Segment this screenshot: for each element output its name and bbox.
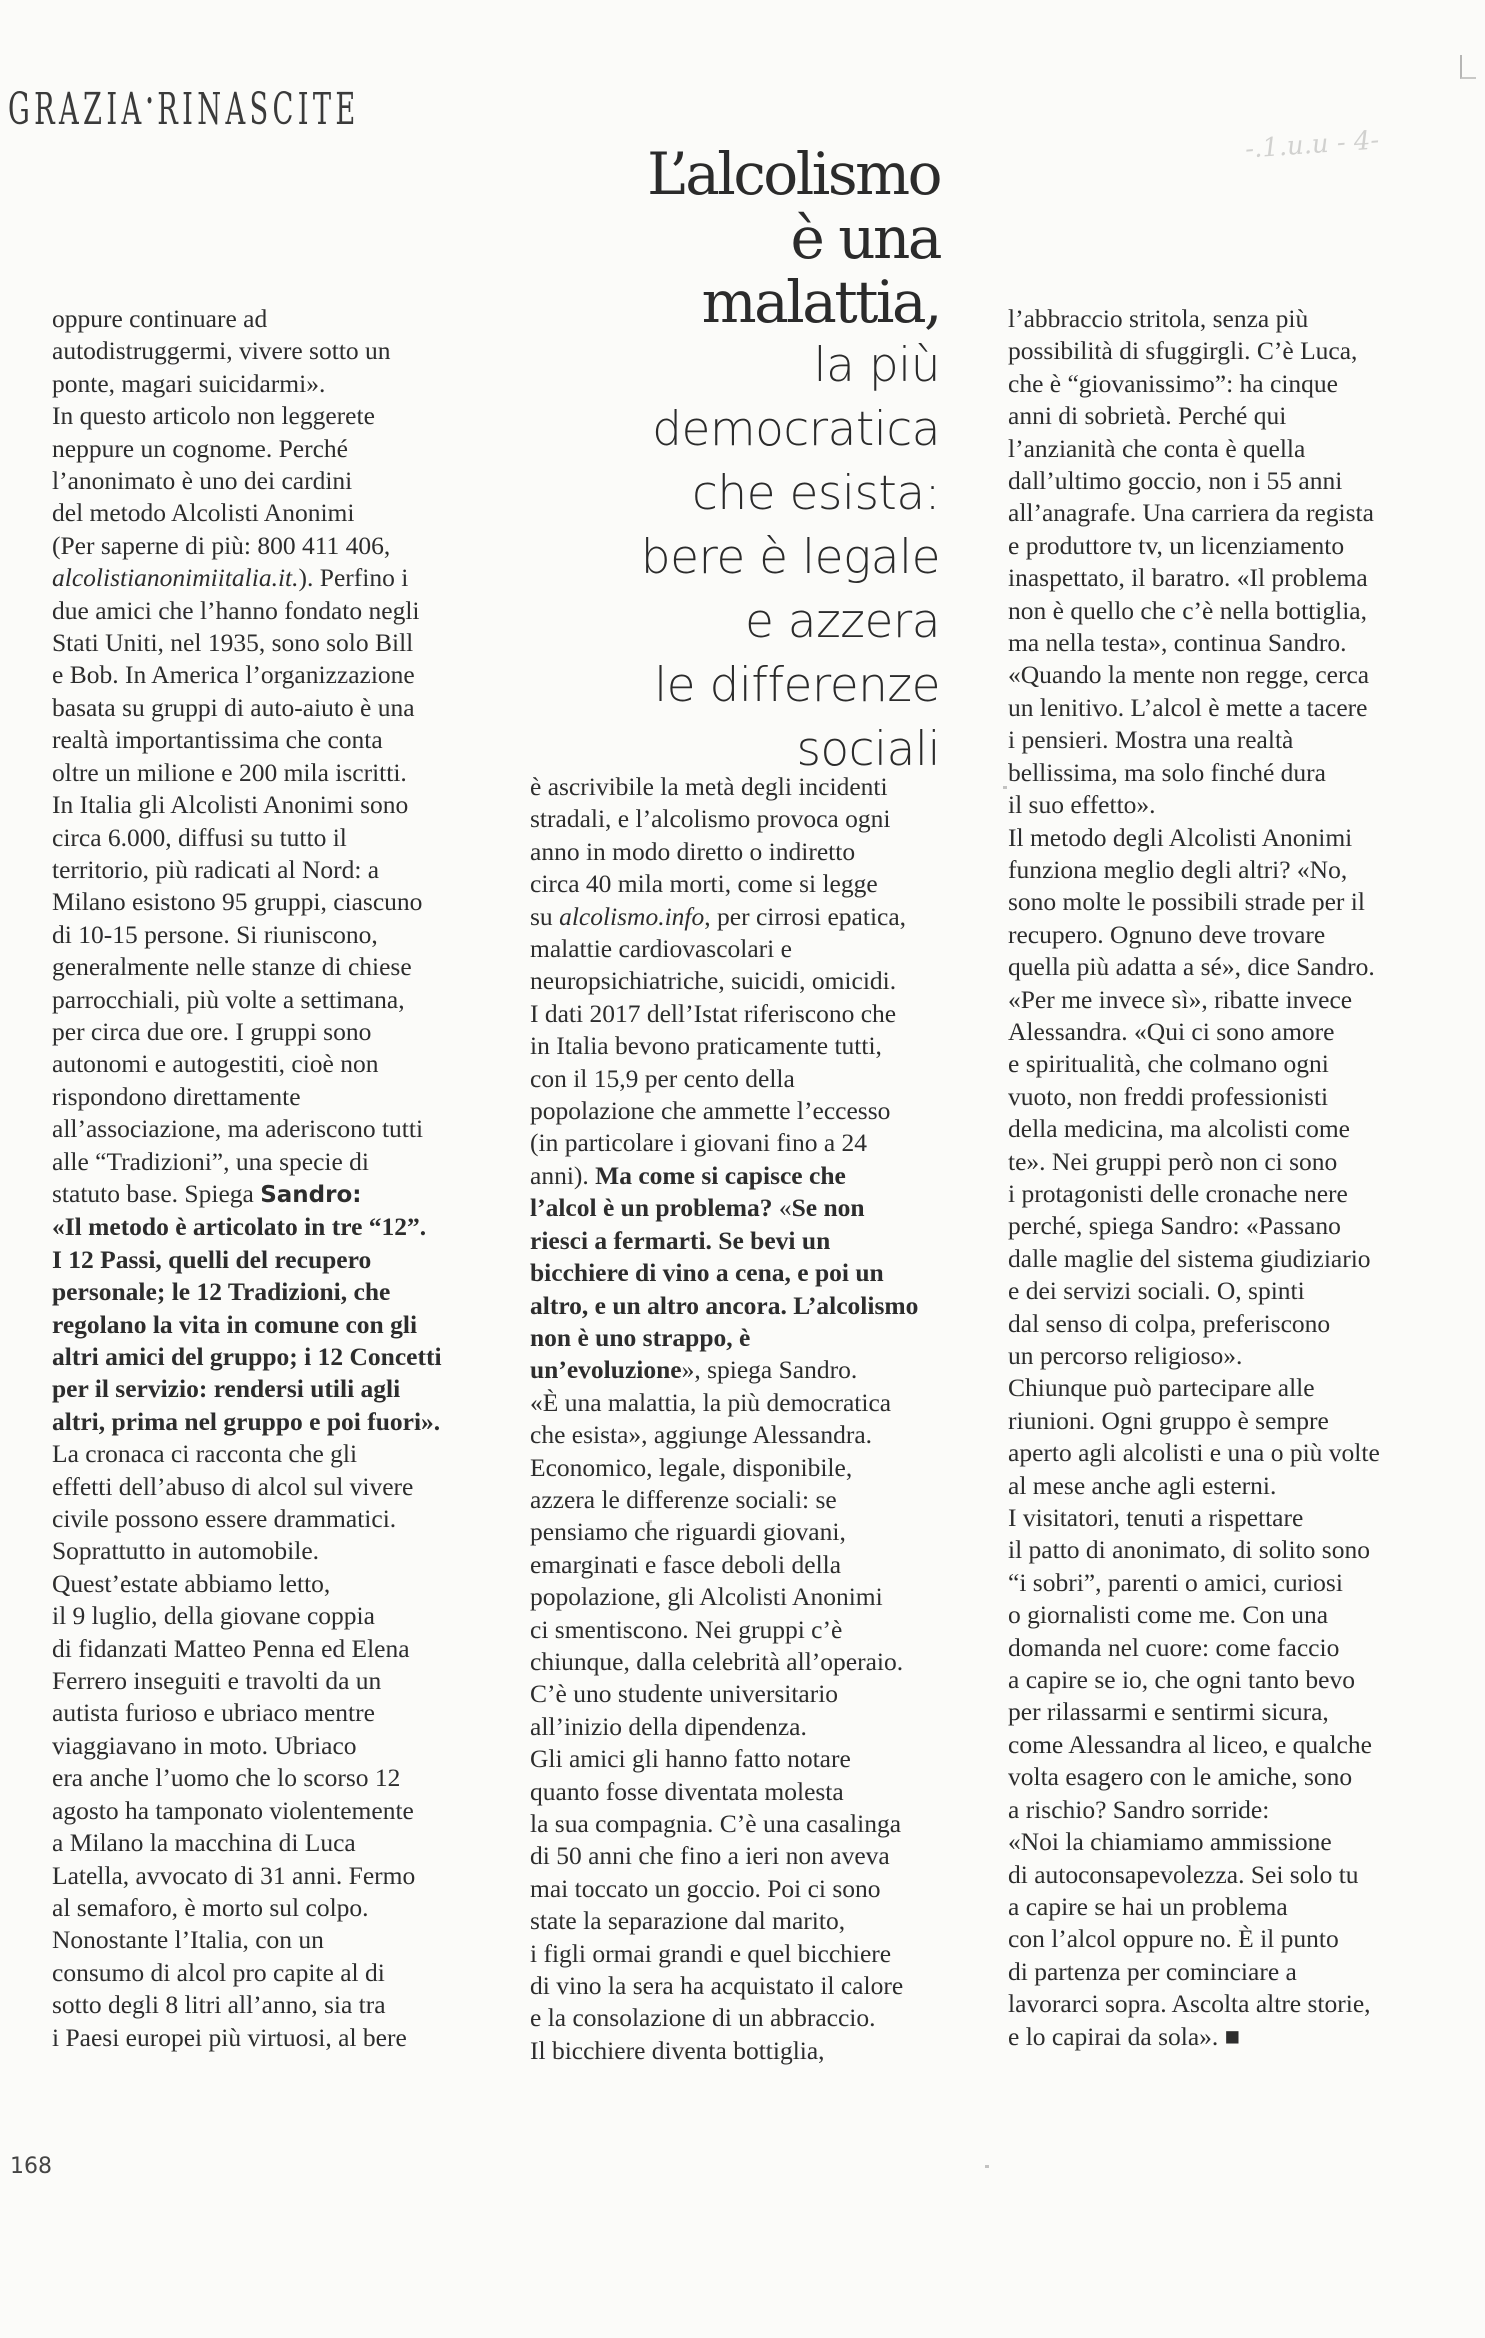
article-line: dalle maglie del sistema giudiziario — [1008, 1243, 1371, 1273]
article-line: inaspettato, il baratro. «Il problema — [1008, 563, 1368, 593]
article-line: di vino la sera ha acquistato il calore — [530, 1971, 904, 2001]
article-line: sono molte le possibili strade per il — [1008, 887, 1365, 917]
article-line: quella più adatta a sé», dice Sandro. — [1008, 952, 1375, 982]
article-line: all’inizio della dipendenza. — [530, 1711, 807, 1741]
article-line: ci smentiscono. Nei gruppi c’è — [530, 1614, 843, 1644]
article-line: dall’ultimo goccio, non i 55 anni — [1008, 466, 1343, 496]
article-line — [52, 1373, 502, 1405]
article-line: il patto di anonimato, di solito sono — [1008, 1535, 1370, 1565]
article-line: territorio, più radicati al Nord: a — [52, 854, 380, 884]
article-line: agosto ha tamponato violentemente — [52, 1795, 414, 1825]
article-line: di fidanzati Matteo Penna ed Elena — [52, 1633, 410, 1663]
article-line: la sua compagnia. C’è una casalinga — [530, 1809, 902, 1838]
article-line: un percorso religioso». — [1008, 1341, 1243, 1370]
emphasis-text: Ma come si capisce che — [595, 1160, 846, 1190]
article-line: Economico, legale, disponibile, — [530, 1452, 853, 1482]
emphasis-text: per il servizio: rendersi utili agli — [52, 1374, 401, 1404]
article-line: Chiunque può partecipare alle — [1008, 1373, 1315, 1403]
headline-sans-line: che esista: — [692, 466, 940, 521]
italic-link-text: alcolistianonimiitalia.it. — [52, 563, 299, 593]
article-column-3 — [1008, 303, 1473, 2053]
article-line: al semaforo, è morto sul colpo. — [52, 1892, 369, 1922]
article-line: alle “Tradizioni”, una specie di — [52, 1146, 369, 1176]
article-line: Latella, avvocato di 31 anni. Fermo — [52, 1860, 416, 1890]
section-name: RINASCITE — [157, 84, 360, 135]
article-line: per rilassarmi e sentirmi sicura, — [1008, 1697, 1329, 1727]
article-line: e Bob. In America l’organizzazione — [52, 660, 415, 690]
article-line: come Alessandra al liceo, e qualche — [1008, 1729, 1372, 1759]
article-line: della medicina, ma alcolisti come — [1008, 1114, 1350, 1144]
article-line: civile possono essere drammatici. — [52, 1504, 397, 1534]
article-line: i figli ormai grandi e quel bicchiere — [530, 1938, 892, 1968]
article-line: Alessandra. «Qui ci sono amore — [1008, 1016, 1335, 1046]
article-line: aperto agli alcolisti e una o più volte — [1008, 1438, 1380, 1468]
article-line: volta esagero con le amiche, sono — [1008, 1762, 1353, 1792]
article-line — [530, 1322, 995, 1354]
article-line: di partenza per cominciare a — [1008, 1956, 1297, 1986]
article-column-1 — [52, 303, 502, 2054]
article-line: non è quello che c’è nella bottiglia, — [1008, 595, 1367, 625]
article-line: consumo di alcol pro capite al di — [52, 1957, 385, 1987]
article-line: rispondono direttamente — [52, 1081, 301, 1111]
article-line: sotto degli 8 litri all’anno, sia tra — [52, 1990, 386, 2020]
article-line: l’abbraccio stritola, senza più — [1008, 304, 1309, 333]
emphasis-text: l’alcol è un problema? — [530, 1193, 773, 1223]
article-line: i Paesi europei più virtuosi, al bere — [52, 2022, 407, 2052]
article-line: I dati 2017 dell’Istat riferiscono che — [530, 998, 897, 1028]
article-line: i pensieri. Mostra una realtà — [1008, 725, 1294, 755]
article-line: Stati Uniti, nel 1935, sono solo Bill — [52, 628, 414, 658]
article-line: era anche l’uomo che lo scorso 12 — [52, 1763, 401, 1793]
article-line — [52, 1211, 502, 1243]
emphasis-text: regolano la vita in comune con gli — [52, 1309, 418, 1339]
article-line: i protagonisti delle cronache nere — [1008, 1178, 1348, 1208]
headline-sans-line: le differenze — [654, 658, 940, 713]
article-line: neppure un cognome. Perché — [52, 433, 348, 463]
headline-sans-line: sociali — [796, 722, 940, 777]
article-line: autodistruggermi, vivere sotto un — [52, 336, 391, 366]
article-line — [52, 1276, 502, 1308]
headline-sans-line: bere è legale — [640, 530, 940, 585]
article-line: all’anagrafe. Una carriera da regista — [1008, 498, 1374, 528]
article-line: Il metodo degli Alcolisti Anonimi — [1008, 822, 1353, 852]
article-line: generalmente nelle stanze di chiese — [52, 952, 412, 982]
emphasis-text: riesci a fermarti. Se bevi un — [530, 1225, 831, 1255]
article-line: autonomi e autogestiti, cioè non — [52, 1049, 379, 1079]
article-line: «Per me invece sì», ribatte invece — [1008, 984, 1353, 1014]
article-line: e lo capirai da sola». ■ — [1008, 2021, 1241, 2051]
article-line: l’anonimato è uno dei cardini — [52, 466, 353, 496]
article-line: che esista», aggiunge Alessandra. — [530, 1420, 873, 1450]
article-line — [52, 1309, 502, 1341]
article-line: I visitatori, tenuti a rispettare — [1008, 1503, 1304, 1533]
article-line: per circa due ore. I gruppi sono — [52, 1016, 372, 1046]
article-line: anno in modo diretto o indiretto — [530, 836, 856, 866]
emphasis-text: I 12 Passi, quelli del recupero — [52, 1244, 372, 1274]
brand-name: GRAZIA — [8, 84, 146, 135]
article-line: realtà importantissima che conta — [52, 725, 383, 755]
article-line: con l’alcol oppure no. È il punto — [1008, 1924, 1339, 1954]
article-line — [530, 1225, 995, 1257]
article-line: a capire se io, che ogni tanto bevo — [1008, 1665, 1355, 1695]
article-line — [530, 1290, 995, 1322]
article-column-2 — [530, 771, 995, 2067]
emphasis-text: non è uno strappo, è — [530, 1322, 751, 1352]
emphasis-text: un’evoluzione — [530, 1355, 682, 1385]
article-line: all’associazione, ma aderiscono tutti — [52, 1114, 424, 1144]
article-line: di autoconsapevolezza. Sei solo tu — [1008, 1859, 1359, 1889]
masthead — [8, 84, 360, 135]
article-line: riunioni. Ogni gruppo è sempre — [1008, 1405, 1329, 1435]
article-line: che è “giovanissimo”: ha cinque — [1008, 368, 1338, 398]
article-line: Soprattutto in automobile. — [52, 1536, 320, 1566]
article-line: due amici che l’hanno fondato negli — [52, 595, 420, 625]
masthead-bullet: • — [145, 89, 158, 115]
article-line: oppure continuare ad — [52, 304, 268, 333]
article-line: Il bicchiere diventa bottiglia, — [530, 2035, 825, 2065]
emphasis-text: bicchiere di vino a cena, e poi un — [530, 1258, 884, 1288]
article-line — [52, 1244, 502, 1276]
article-line: con il 15,9 per cento della — [530, 1063, 795, 1093]
article-line: «Quando la mente non regge, cerca — [1008, 660, 1370, 690]
article-line — [52, 1406, 502, 1438]
article-line: funziona meglio degli altri? «No, — [1008, 854, 1348, 884]
article-line: lavorarci sopra. Ascolta altre storie, — [1008, 1989, 1371, 2019]
article-line: «È una malattia, la più democratica — [530, 1387, 892, 1417]
scan-speck — [648, 1520, 652, 1523]
article-line: su alcolismo.info, per cirrosi epatica, — [530, 901, 907, 931]
article-line: «Noi la chiamiamo ammissione — [1008, 1827, 1332, 1857]
article-line: è ascrivibile la metà degli incidenti — [530, 772, 888, 801]
article-line: Ferrero inseguiti e travolti da un — [52, 1666, 382, 1696]
article-line: e la consolazione di un abbraccio. — [530, 2003, 876, 2033]
article-line: l’anzianità che conta è quella — [1008, 433, 1306, 463]
corner-mark — [1460, 55, 1476, 79]
article-line: statuto base. Spiega Sandro: — [52, 1178, 362, 1208]
article-line: popolazione, gli Alcolisti Anonimi — [530, 1582, 883, 1612]
article-line: o giornalisti come me. Con una — [1008, 1600, 1329, 1630]
article-line: e dei servizi sociali. O, spinti — [1008, 1276, 1305, 1306]
article-line: di 50 anni che fino a ieri non aveva — [530, 1841, 890, 1871]
headline-sans-line: la più — [813, 338, 940, 393]
article-line: Nonostante l’Italia, con un — [52, 1925, 324, 1955]
article-line: chiunque, dalla celebrità all’operaio. — [530, 1646, 904, 1676]
article-line — [52, 1341, 502, 1373]
article-line: mai toccato un goccio. Poi ci sono — [530, 1873, 881, 1903]
article-line: a Milano la macchina di Luca — [52, 1828, 356, 1858]
article-line: perché, spiega Sandro: «Passano — [1008, 1211, 1341, 1241]
headline-serif-line: è una malattia, — [701, 204, 940, 336]
article-line: popolazione che ammette l’eccesso — [530, 1096, 891, 1126]
italic-link-text: alcolismo.info — [559, 901, 705, 931]
article-line: viaggiavano in moto. Ubriaco — [52, 1730, 357, 1760]
emphasis-text: personale; le 12 Tradizioni, che — [52, 1277, 391, 1307]
article-line: state la separazione dal marito, — [530, 1906, 846, 1936]
article-line: neuropsichiatriche, suicidi, omicidi. — [530, 966, 897, 996]
article-line: Quest’estate abbiamo letto, — [52, 1568, 331, 1598]
article-line: emarginati e fasce deboli della — [530, 1549, 842, 1579]
article-line: e spiritualità, che colmano ogni — [1008, 1049, 1329, 1079]
article-line: effetti dell’abuso di alcol sul vivere — [52, 1471, 414, 1501]
article-line: circa 6.000, diffusi su tutto il — [52, 822, 347, 852]
article-line: in Italia bevono praticamente tutti, — [530, 1031, 882, 1061]
article-line: bellissima, ma solo finché dura — [1008, 757, 1326, 787]
article-line: del metodo Alcolisti Anonimi — [52, 498, 355, 528]
article-line: C’è uno studente universitario — [530, 1679, 839, 1709]
article-line: a rischio? Sandro sorride: — [1008, 1794, 1270, 1824]
article-line: domanda nel cuore: come faccio — [1008, 1632, 1340, 1662]
article-line: circa 40 mila morti, come si legge — [530, 869, 878, 899]
article-line: stradali, e l’alcolismo provoca ogni — [530, 804, 891, 834]
article-line: (Per saperne di più: 800 411 406, — [52, 530, 391, 560]
emphasis-text: altro, e un altro ancora. L’alcolismo — [530, 1290, 919, 1320]
emphasis-text: Sandro: — [260, 1181, 362, 1208]
emphasis-text: Se non — [791, 1193, 865, 1223]
headline-sans-line: e azzera — [744, 594, 940, 649]
article-line: parrocchiali, più volte a settimana, — [52, 984, 405, 1014]
article-line: In questo articolo non leggerete — [52, 401, 375, 431]
article-line: recupero. Ognuno deve trovare — [1008, 919, 1326, 949]
article-line: alcolistianonimiitalia.it.). Perfino i — [52, 563, 409, 593]
article-line: dal senso di colpa, preferiscono — [1008, 1308, 1331, 1338]
article-line: e produttore tv, un licenziamento — [1008, 530, 1345, 560]
article-line: un’evoluzione», spiega Sandro. — [530, 1355, 858, 1385]
article-line: azzera le differenze sociali: se — [530, 1484, 837, 1514]
pull-quote-headline — [560, 142, 940, 782]
article-line: vuoto, non freddi professionisti — [1008, 1081, 1329, 1111]
article-line: “i sobri”, parenti o amici, curiosi — [1008, 1567, 1343, 1597]
emphasis-text: altri, prima nel gruppo e poi fuori». — [52, 1406, 441, 1436]
headline-sans-line: democratica — [652, 402, 940, 457]
article-line: il 9 luglio, della giovane coppia — [52, 1601, 375, 1631]
article-line: te». Nei gruppi però non ci sono — [1008, 1146, 1338, 1176]
article-line: ponte, magari suicidarmi». — [52, 368, 326, 398]
scan-speck — [985, 2165, 989, 2168]
article-line: pensiamo che riguardi giovani, — [530, 1517, 846, 1547]
article-line: al mese anche agli esterni. — [1008, 1470, 1277, 1500]
article-line: quanto fosse diventata molesta — [530, 1776, 844, 1806]
article-line: il suo effetto». — [1008, 790, 1156, 820]
article-line: l’alcol è un problema? «Se non — [530, 1193, 865, 1223]
emphasis-text: altri amici del gruppo; i 12 Concetti — [52, 1342, 442, 1371]
article-line: un lenitivo. L’alcol è mette a tacere — [1008, 692, 1368, 722]
article-line: anni). Ma come si capisce che — [530, 1160, 846, 1190]
article-line — [530, 1257, 995, 1289]
article-line: Milano esistono 95 gruppi, ciascuno — [52, 887, 423, 917]
emphasis-text: «Il metodo è articolato in tre “12”. — [52, 1212, 427, 1242]
article-line: In Italia gli Alcolisti Anonimi sono — [52, 790, 409, 820]
headline-serif-line: L’alcolismo — [647, 140, 940, 208]
article-line: oltre un milione e 200 mila iscritti. — [52, 757, 407, 787]
scan-speck — [1003, 786, 1007, 789]
article-line: Gli amici gli hanno fatto notare — [530, 1744, 851, 1774]
article-line: La cronaca ci racconta che gli — [52, 1439, 358, 1469]
article-line: possibilità di sfuggirgli. C’è Luca, — [1008, 336, 1358, 366]
page-number: 168 — [10, 2154, 52, 2179]
article-line: a capire se hai un problema — [1008, 1891, 1288, 1921]
article-line: (in particolare i giovani fino a 24 — [530, 1128, 868, 1158]
article-line: autista furioso e ubriaco mentre — [52, 1698, 375, 1728]
article-line: malattie cardiovascolari e — [530, 934, 792, 964]
handwritten-note: -.1.u.u - 4- — [1244, 125, 1381, 165]
article-line: di 10-15 persone. Si riuniscono, — [52, 919, 378, 949]
article-line: basata su gruppi di auto-aiuto è una — [52, 692, 415, 722]
article-line: anni di sobrietà. Perché qui — [1008, 401, 1287, 431]
article-line: ma nella testa», continua Sandro. — [1008, 628, 1347, 658]
